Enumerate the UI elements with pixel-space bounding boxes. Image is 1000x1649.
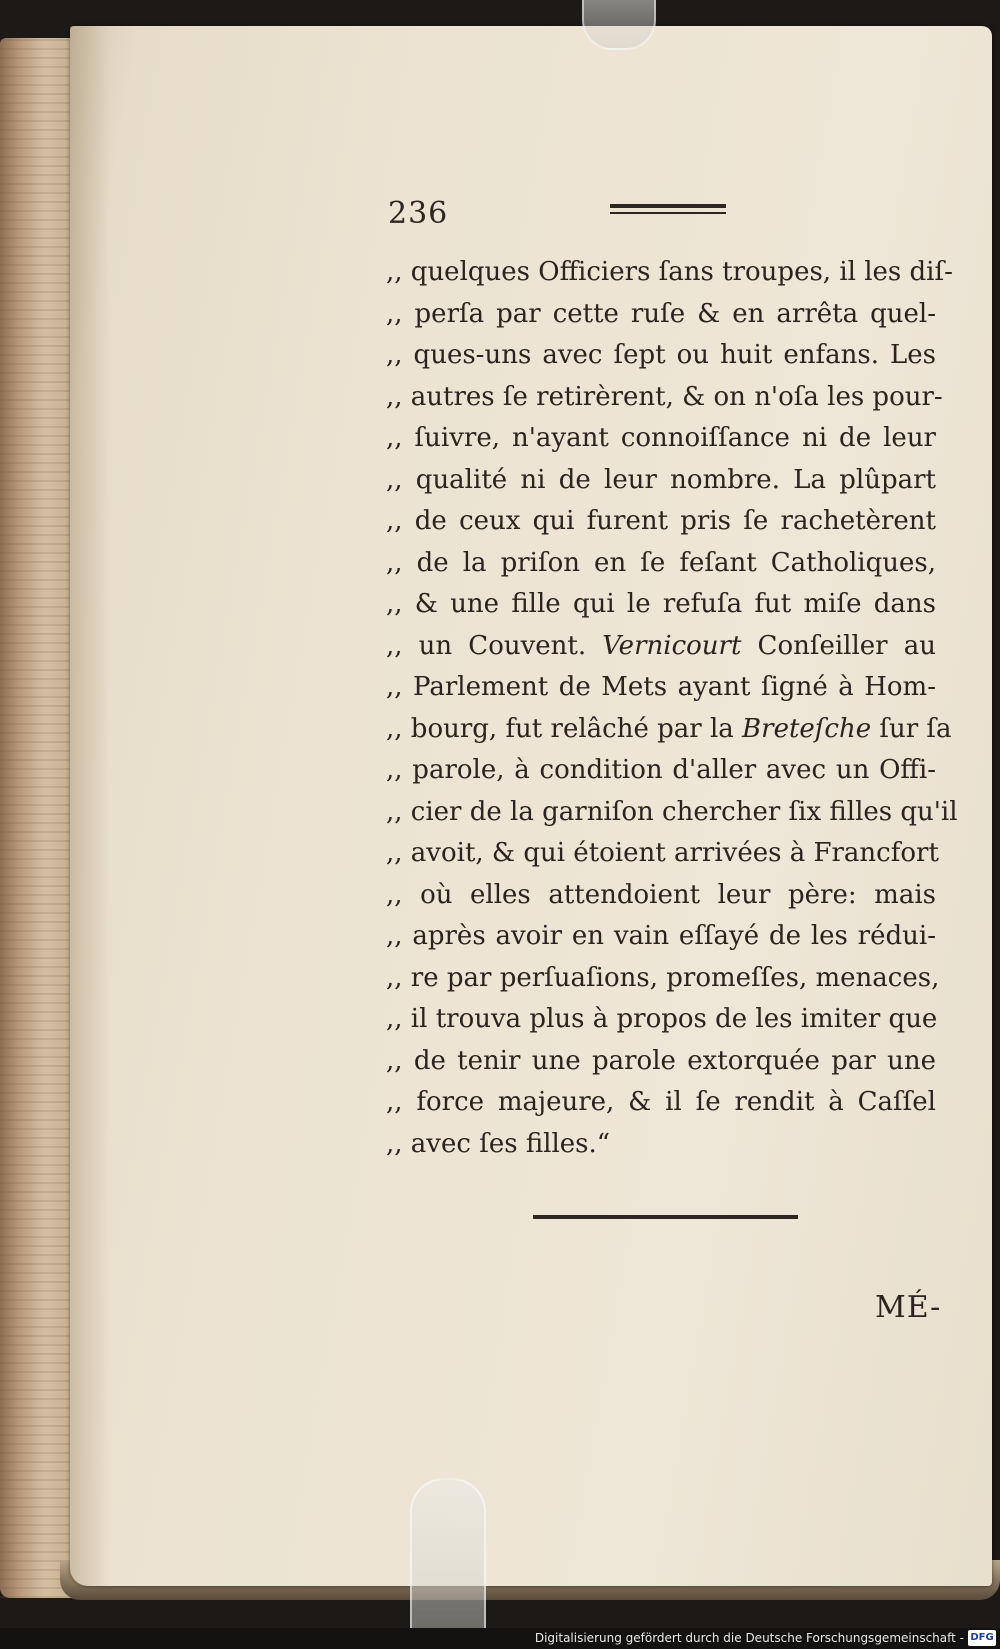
text-line	[386, 833, 939, 875]
text-line	[386, 792, 958, 834]
italic-name: Vernicourt	[602, 630, 742, 661]
text-segment: ,, qualité ni de leur nombre. La plûpart	[386, 464, 936, 495]
text-line	[386, 750, 936, 792]
text-line	[386, 418, 936, 460]
catchword: MÉ-	[875, 1290, 942, 1325]
text-segment: ,, il trouva plus à propos de les imiter que	[386, 1004, 938, 1034]
text-line	[386, 875, 936, 917]
text-segment: ,, perſa par cette ruſe & en arrêta quel-	[386, 298, 936, 329]
text-segment: ,, cier de la garniſon chercher ſix filles qu'il	[386, 796, 958, 827]
text-line	[386, 377, 943, 419]
text-line	[386, 1041, 936, 1083]
text-line	[386, 335, 936, 377]
footer-banner	[0, 1628, 1000, 1649]
text-segment: ,, autres ſe retirèrent, & on n'oſa les pour-	[386, 381, 943, 412]
text-segment: ,, ques-uns avec ſept ou huit enfans. Les	[386, 340, 936, 370]
text-segment: ,, de ceux qui furent pris ſe rachetèrent	[386, 506, 936, 536]
text-segment: ,, re par perſuaſions, promeſſes, menaces,	[386, 962, 940, 993]
text-segment: ,, & une fille qui le refuſa fut miſe dans	[386, 589, 936, 619]
text-segment: ,, force majeure, & il ſe rendit à Caſſel	[386, 1087, 936, 1117]
footer-credit: Digitalisierung gefördert durch die Deutsche Forschungsgemeinschaft -	[534, 1631, 964, 1645]
text-segment: ,, avec ſes filles.“	[386, 1128, 611, 1159]
text-line	[386, 1082, 936, 1124]
text-segment: ,, après avoir en vain eſſayé de les rédui-	[386, 921, 936, 951]
text-segment: ,, ſuivre, n'ayant connoiſſance ni de leur	[386, 423, 936, 453]
text-line	[386, 294, 936, 336]
text-line	[386, 626, 936, 668]
end-rule	[533, 1215, 798, 1219]
text-segment: ,, quelques Officiers ſans troupes, il les diſ-	[386, 257, 953, 287]
text-line	[386, 460, 936, 502]
text-line	[386, 709, 952, 751]
text-line	[386, 543, 936, 585]
text-line	[386, 252, 953, 294]
page-number: 236	[388, 196, 449, 231]
text-segment: Conſeiller au	[741, 630, 937, 661]
text-line	[386, 999, 936, 1041]
text-segment: ,, Parlement de Mets ayant ſigné à Hom-	[386, 672, 936, 702]
text-segment: ,, parole, à condition d'aller avec un Offi-	[386, 755, 936, 785]
text-segment: ,, un Couvent.	[386, 630, 603, 661]
text-segment: ,, où elles attendoient leur père: mais	[386, 879, 936, 910]
text-segment: ſur ſa	[871, 713, 952, 744]
text-segment: ,, bourg, fut relâché par la	[386, 713, 743, 744]
header-rule	[610, 204, 726, 214]
text-line	[386, 501, 936, 543]
top-clip	[582, 0, 656, 50]
text-line	[386, 667, 936, 709]
text-block	[386, 252, 958, 1165]
italic-name: Breteſche	[742, 713, 872, 744]
text-line	[386, 1124, 936, 1166]
text-segment: ,, de tenir une parole extorquée par une	[386, 1045, 936, 1076]
text-line	[386, 584, 936, 626]
text-segment: ,, de la priſon en ſe feſant Catholiques,	[386, 547, 936, 578]
text-line	[386, 916, 936, 958]
bottom-clip	[410, 1478, 486, 1649]
dfg-logo: DFG	[968, 1630, 996, 1646]
text-line	[386, 958, 940, 1000]
text-segment: ,, avoit, & qui étoient arrivées à Francfort	[386, 838, 939, 868]
